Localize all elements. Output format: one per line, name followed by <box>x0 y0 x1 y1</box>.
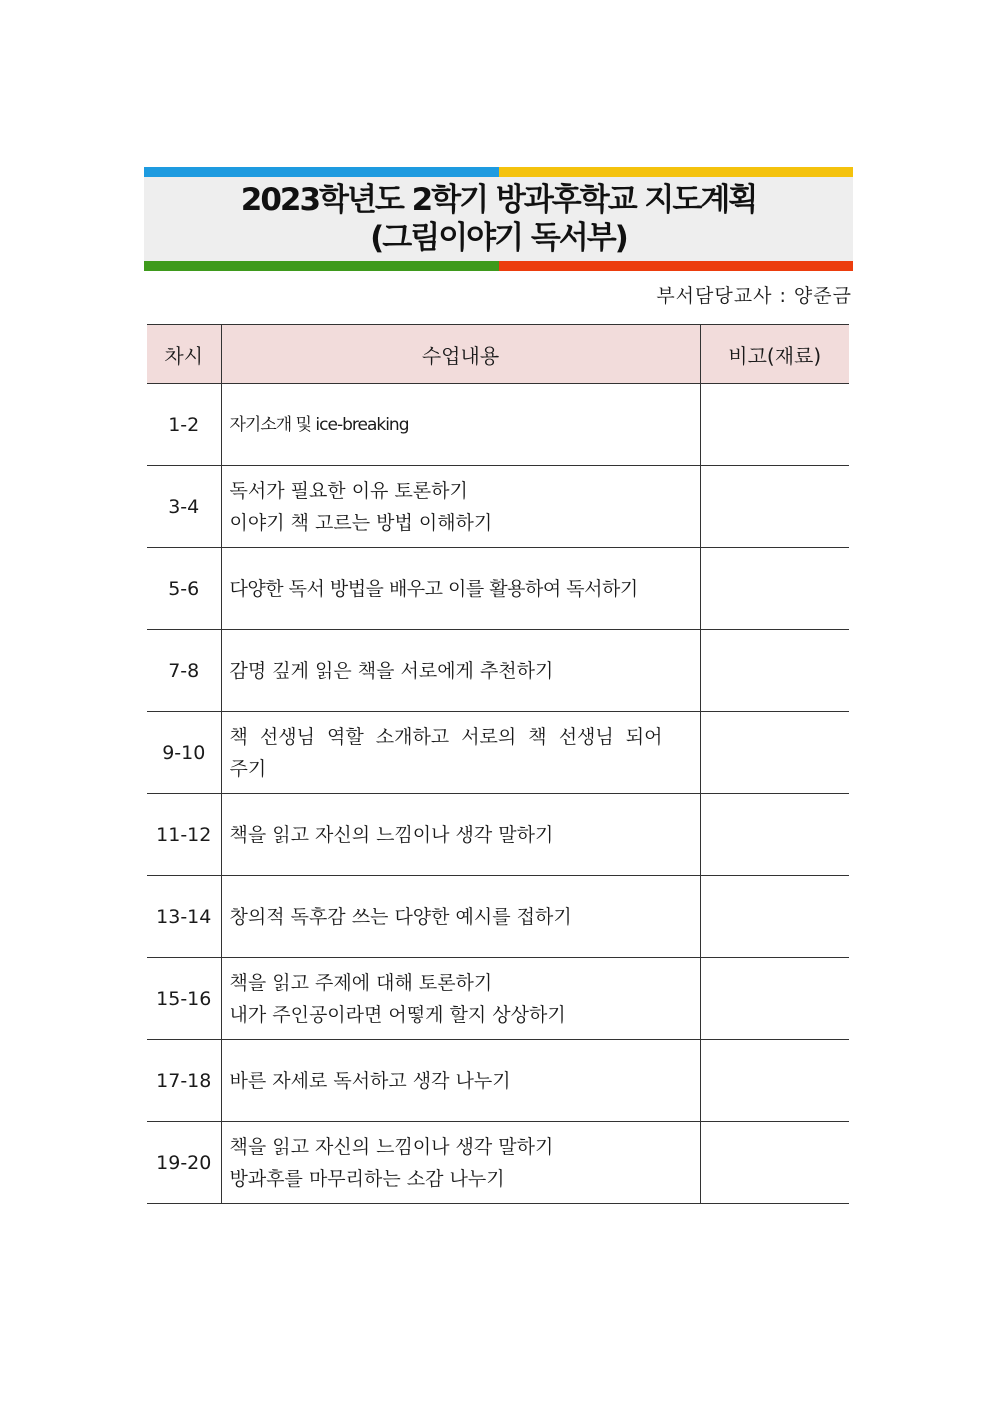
content-cell <box>221 466 700 548</box>
content-cell <box>221 1040 700 1122</box>
header-session: 차시 <box>147 325 221 384</box>
content-line: 이야기 책 고르는 방법 이해하기 <box>229 511 493 534</box>
page-subtitle: (그림이야기 독서부) <box>370 220 627 256</box>
header-note: 비고(재료) <box>700 325 849 384</box>
table-row <box>147 712 849 794</box>
title-bar-green <box>144 261 499 271</box>
session-cell: 19-20 <box>147 1122 221 1204</box>
content-cell <box>221 384 700 466</box>
page-title: 2023학년도 2학기 방과후학교 지도계획 <box>240 182 757 218</box>
title-text-block <box>144 177 853 261</box>
session-cell: 9-10 <box>147 712 221 794</box>
session-cell: 5-6 <box>147 548 221 630</box>
content-line: 독서가 필요한 이유 토론하기 <box>229 479 468 502</box>
session-cell: 15-16 <box>147 958 221 1040</box>
table-row <box>147 958 849 1040</box>
content-line: 창의적 독후감 쓰는 다양한 예시를 접하기 <box>229 905 572 928</box>
header-content: 수업내용 <box>221 325 700 384</box>
note-cell <box>700 384 849 466</box>
session-cell: 17-18 <box>147 1040 221 1122</box>
table-row <box>147 630 849 712</box>
session-cell: 11-12 <box>147 794 221 876</box>
content-line: 책을 읽고 자신의 느낌이나 생각 말하기 <box>229 823 554 846</box>
table-row <box>147 876 849 958</box>
note-cell <box>700 1122 849 1204</box>
table-row <box>147 794 849 876</box>
note-cell <box>700 630 849 712</box>
title-banner <box>144 167 853 271</box>
content-cell <box>221 712 700 794</box>
content-line: 감명 깊게 읽은 책을 서로에게 추천하기 <box>229 659 554 682</box>
session-cell: 1-2 <box>147 384 221 466</box>
note-cell <box>700 466 849 548</box>
content-line: 방과후를 마무리하는 소감 나누기 <box>229 1167 505 1190</box>
session-cell: 3-4 <box>147 466 221 548</box>
content-cell <box>221 548 700 630</box>
content-cell <box>221 958 700 1040</box>
table-row <box>147 1040 849 1122</box>
title-bar-red <box>499 261 853 271</box>
note-cell <box>700 794 849 876</box>
content-line: 다양한 독서 방법을 배우고 이를 활용하여 독서하기 <box>229 577 638 600</box>
table-row <box>147 548 849 630</box>
content-line: 자기소개 및 ice-breaking <box>229 414 409 435</box>
teacher-label: 부서담당교사 : 양준금 <box>656 285 852 307</box>
content-line: 책 선생님 역할 소개하고 서로의 책 선생님 되어 주기 <box>229 725 663 780</box>
content-cell <box>221 876 700 958</box>
lesson-plan-table <box>147 324 849 1204</box>
content-line: 책을 읽고 주제에 대해 토론하기 <box>229 971 493 994</box>
content-line: 책을 읽고 자신의 느낌이나 생각 말하기 <box>229 1135 554 1158</box>
table-row <box>147 466 849 548</box>
table-row <box>147 384 849 466</box>
note-cell <box>700 548 849 630</box>
content-line: 내가 주인공이라면 어떻게 할지 상상하기 <box>229 1003 566 1026</box>
content-cell <box>221 794 700 876</box>
session-cell: 13-14 <box>147 876 221 958</box>
title-bar-yellow <box>499 167 853 177</box>
note-cell <box>700 712 849 794</box>
content-line: 바른 자세로 독서하고 생각 나누기 <box>229 1069 511 1092</box>
table-header-row <box>147 325 849 384</box>
content-cell <box>221 630 700 712</box>
title-bar-blue <box>144 167 499 177</box>
table-row <box>147 1122 849 1204</box>
note-cell <box>700 876 849 958</box>
note-cell <box>700 1040 849 1122</box>
session-cell: 7-8 <box>147 630 221 712</box>
content-cell <box>221 1122 700 1204</box>
note-cell <box>700 958 849 1040</box>
